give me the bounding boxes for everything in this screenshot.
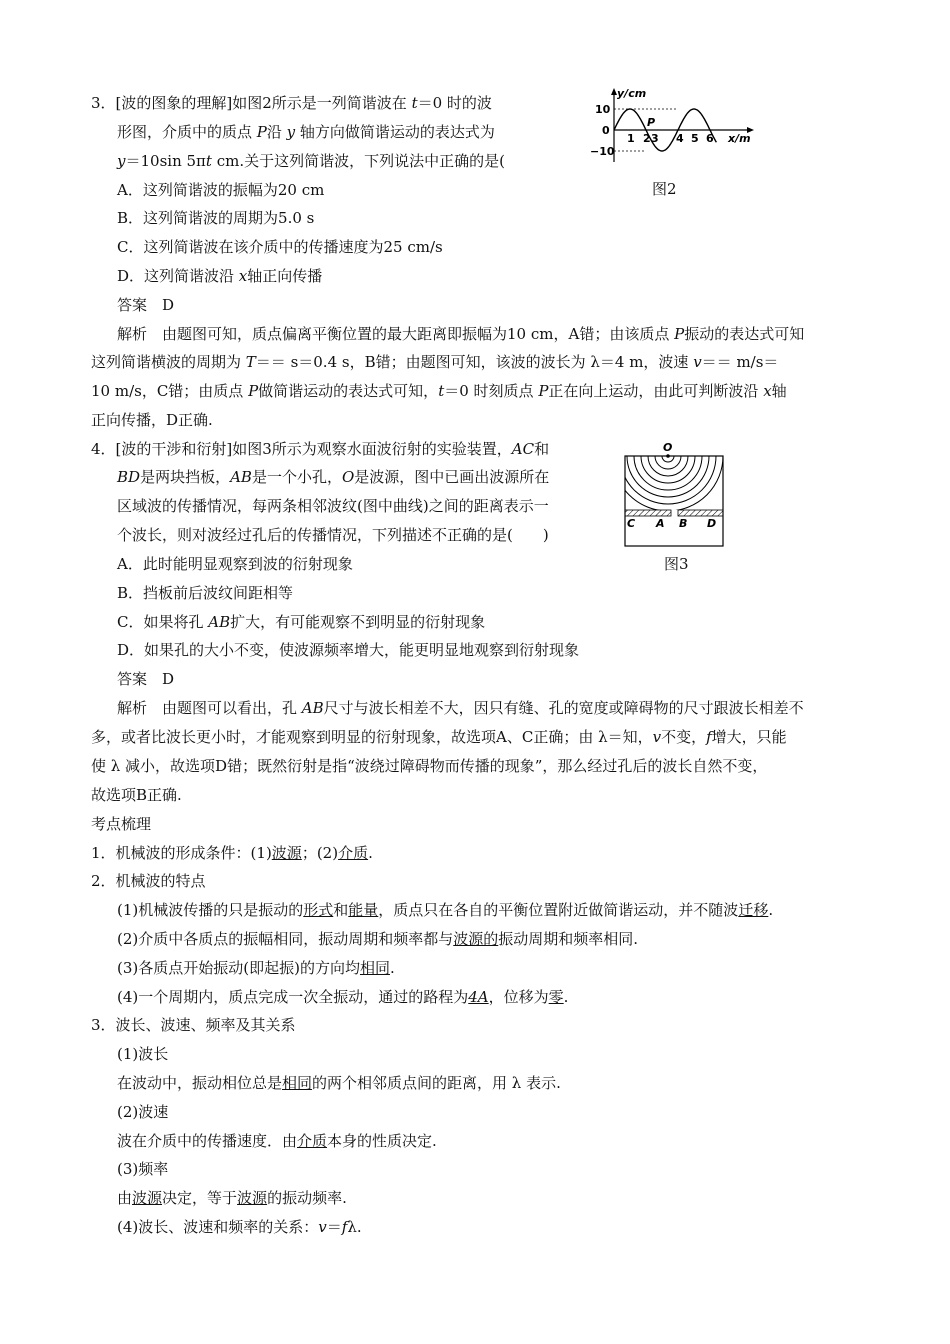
review-point-3-1-text: 在波动中，振动相位总是相同的两个相邻质点间的距离，用 λ 表示. xyxy=(117,1074,561,1092)
review-point-2-2: (2)介质中各质点的振幅相同，振动周期和频率都与波源的振动周期和频率相同. xyxy=(117,930,639,948)
q4-option-c: C．如果将孔 AB扩大，有可能观察不到明显的衍射现象 xyxy=(117,613,486,631)
q4-option-a: A．此时能明显观察到波的衍射现象 xyxy=(117,555,353,573)
barrier-bd xyxy=(678,510,723,516)
q4-explanation-4: 故选项B正确. xyxy=(91,786,182,804)
x-tick-2: 2 xyxy=(643,132,651,145)
review-point-2-3: (3)各质点开始振动(即起振)的方向均相同. xyxy=(117,959,395,977)
review-point-2-1: (1)机械波传播的只是振动的形式和能量，质点只在各自的平衡位置附近做简谐运动，并不随波迁移. xyxy=(117,901,774,919)
q3-answer: 答案 D xyxy=(117,296,175,314)
y-axis-label: y/cm xyxy=(617,87,647,100)
review-point-3-3-title: (3)频率 xyxy=(117,1160,169,1178)
q4-line-1: 4．[波的干涉和衍射]如图3所示为观察水面波衍射的实验装置，AC和 xyxy=(91,440,550,458)
review-point-3-1-title: (1)波长 xyxy=(117,1045,169,1063)
x-tick-6: 6 xyxy=(706,132,714,145)
y-tick-neg10: −10 xyxy=(590,145,615,158)
q3-explanation-4: 正向传播，D正确. xyxy=(91,411,213,429)
x-axis-label: x/m xyxy=(728,132,751,145)
review-point-3-3-text: 由波源决定，等于波源的振动频率. xyxy=(117,1189,347,1207)
q3-explanation-2: 这列简谐横波的周期为 T＝＝ s＝0.4 s，B错；由题图可知，该波的波长为 λ＝4 m，波速 v＝＝ m/s＝ xyxy=(91,353,779,371)
q3-option-b: B．这列简谐波的周期为5.0 s xyxy=(117,209,315,227)
q4-line-4: 个波长，则对波经过孔后的传播情况，下列描述不正确的是( ) xyxy=(117,526,549,544)
q3-explanation-1: 解析 由题图可知，质点偏离平衡位置的最大距离即振幅为10 cm，A错；由该质点 P振动的表达式可知 xyxy=(117,325,805,343)
q3-explanation-3: 10 m/s，C错；由质点 P做简谐运动的表达式可知，t＝0 时刻质点 P正在向上运动，由此可判断波沿 x轴 xyxy=(91,382,787,400)
y-tick-10: 10 xyxy=(595,103,611,116)
review-point-3: 3．波长、波速、频率及其关系 xyxy=(91,1016,296,1034)
q3-line-3: y＝10sin 5πt cm.关于这列简谐波，下列说法中正确的是( xyxy=(117,152,505,170)
label-c: C xyxy=(627,517,636,530)
x-tick-5: 5 xyxy=(691,132,699,145)
q4-answer: 答案 D xyxy=(117,670,175,688)
label-b: B xyxy=(679,517,688,530)
label-a: A xyxy=(656,517,665,530)
label-d: D xyxy=(707,517,717,530)
q4-explanation-2: 多，或者比波长更小时，才能观察到明显的衍射现象，故选项A、C正确；由 λ＝知，v不变，f增大，只能 xyxy=(91,728,787,746)
diffraction-setup-figure xyxy=(618,440,730,548)
y-tick-0: 0 xyxy=(602,124,610,137)
q4-explanation-3: 使 λ 减小，故选项D错；既然衍射是指“波绕过障碍物而传播的现象”，那么经过孔后的波长自然不变， xyxy=(91,757,768,775)
figure-2-caption: 图2 xyxy=(652,180,677,198)
review-point-2: 2．机械波的特点 xyxy=(91,872,206,890)
review-point-3-2-text: 波在介质中的传播速度．由介质本身的性质决定. xyxy=(117,1132,437,1150)
x-tick-3: 3 xyxy=(651,132,659,145)
wave-source-dot xyxy=(666,454,670,458)
x-tick-4: 4 xyxy=(676,132,684,145)
water-tank xyxy=(625,456,723,546)
q3-option-a: A．这列简谐波的振幅为20 cm xyxy=(117,181,325,199)
q3-option-c: C．这列简谐波在该介质中的传播速度为25 cm/s xyxy=(117,238,443,256)
review-heading: 考点梳理 xyxy=(91,815,152,833)
review-point-3-2-title: (2)波速 xyxy=(117,1103,169,1121)
q4-option-d: D．如果孔的大小不变，使波源频率增大，能更明显地观察到衍射现象 xyxy=(117,641,580,659)
q3-option-d: D．这列简谐波沿 x轴正向传播 xyxy=(117,267,323,285)
review-point-2-4: (4)一个周期内，质点完成一次全振动，通过的路程为4A，位移为零. xyxy=(117,988,569,1006)
review-point-1: 1．机械波的形成条件：(1)波源；(2)介质. xyxy=(91,844,373,862)
figure-3-caption: 图3 xyxy=(664,555,689,573)
q4-explanation-1: 解析 由题图可以看出，孔 AB尺寸与波长相差不大，因只有缝、孔的宽度或障碍物的尺寸跟波长相差不 xyxy=(117,699,804,717)
q3-line-1: 3．[波的图象的理解]如图2所示是一列简谐波在 t＝0 时的波 xyxy=(91,94,492,112)
q4-option-b: B．挡板前后波纹间距相等 xyxy=(117,584,294,602)
source-label-o: O xyxy=(663,441,673,454)
point-p-label: P xyxy=(647,116,656,129)
barrier-ac xyxy=(625,510,671,516)
review-point-3-4: (4)波长、波速和频率的关系：v＝fλ. xyxy=(117,1218,362,1236)
q3-line-2: 形图，介质中的质点 P沿 y 轴方向做简谐运动的表达式为 xyxy=(117,123,495,141)
x-tick-1: 1 xyxy=(627,132,635,145)
q4-line-3: 区域波的传播情况，每两条相邻波纹(图中曲线)之间的距离表示一 xyxy=(117,497,549,515)
wave-graph-figure xyxy=(590,86,760,166)
q4-line-2: BD是两块挡板，AB是一个小孔，O是波源，图中已画出波源所在 xyxy=(117,468,550,486)
